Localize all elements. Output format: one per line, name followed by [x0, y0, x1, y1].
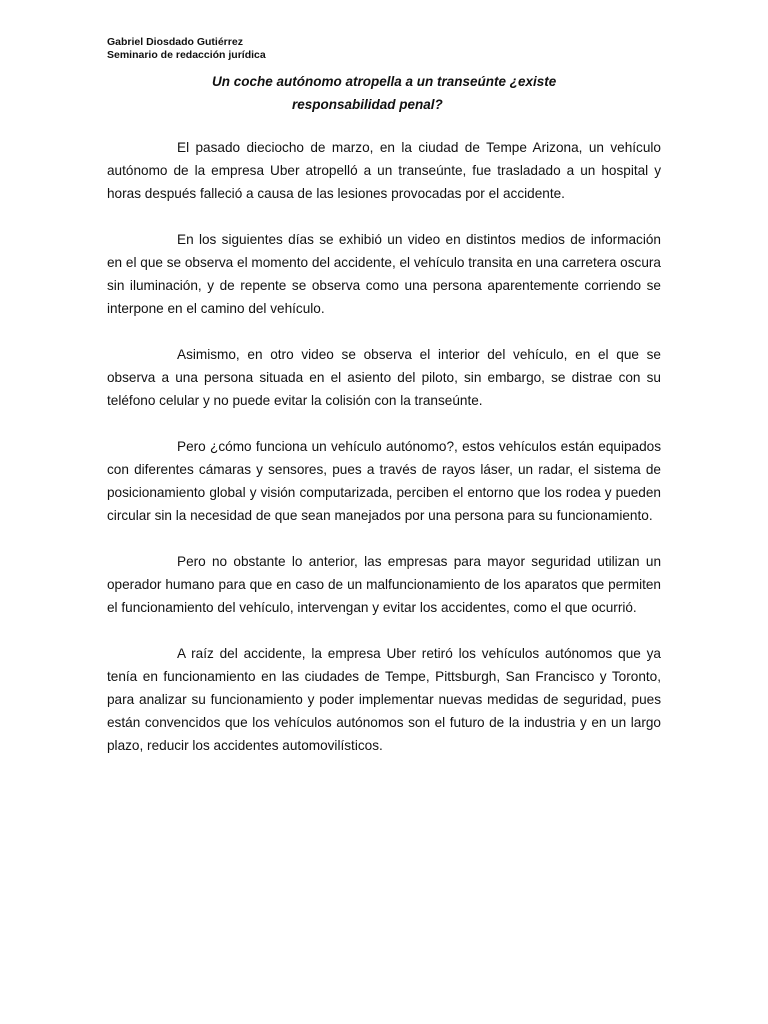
- author-name: Gabriel Diosdado Gutiérrez: [107, 36, 243, 48]
- title-line-1: Un coche autónomo atropella a un transeúnte ¿existe: [212, 74, 557, 89]
- document-header: [107, 36, 266, 62]
- course-name: Seminario de redacción jurídica: [107, 49, 266, 61]
- paragraph: Pero no obstante lo anterior, las empresas para mayor seguridad utilizan un operador humano para que en caso de un malfuncionamiento de los aparatos que permiten el funcionamiento del vehículo, intervengan y evitar los accidentes, como el que ocurrió.: [107, 554, 661, 615]
- paragraph: Pero ¿cómo funciona un vehículo autónomo?, estos vehículos están equipados con diferentes cámaras y sensores, pues a través de rayos láser, un radar, el sistema de posicionamiento global y visión computarizada, perciben el entorno que los rodea y pueden circular sin la necesidad de que sean manejados por una persona para su funcionamiento.: [107, 439, 661, 523]
- paragraph: A raíz del accidente, la empresa Uber retiró los vehículos autónomos que ya tenía en funcionamiento en las ciudades de Tempe, Pittsburgh, San Francisco y Toronto, para analizar su funcionamiento y poder implementar nuevas medidas de seguridad, pues están convencidos que los vehículos autónomos son el futuro de la industria y en un largo plazo, reducir los accidentes automovilísticos.: [107, 646, 661, 753]
- document-body: [107, 136, 661, 780]
- document-title: [107, 70, 661, 116]
- paragraph: En los siguientes días se exhibió un video en distintos medios de información en el que se observa el momento del accidente, el vehículo transita en una carretera oscura sin iluminación, y de repente se observa como una persona aparentemente corriendo se interpone en el camino del vehículo.: [107, 232, 661, 316]
- title-line-2: responsabilidad penal?: [292, 97, 443, 112]
- paragraph: El pasado dieciocho de marzo, en la ciudad de Tempe Arizona, un vehículo autónomo de la empresa Uber atropelló a un transeúnte, fue trasladado a un hospital y horas después falleció a causa de las lesiones provocadas por el accidente.: [107, 140, 661, 201]
- paragraph: Asimismo, en otro video se observa el interior del vehículo, en el que se observa a una persona situada en el asiento del piloto, sin embargo, se distrae con su teléfono celular y no puede evitar la colisión con la transeúnte.: [107, 347, 661, 408]
